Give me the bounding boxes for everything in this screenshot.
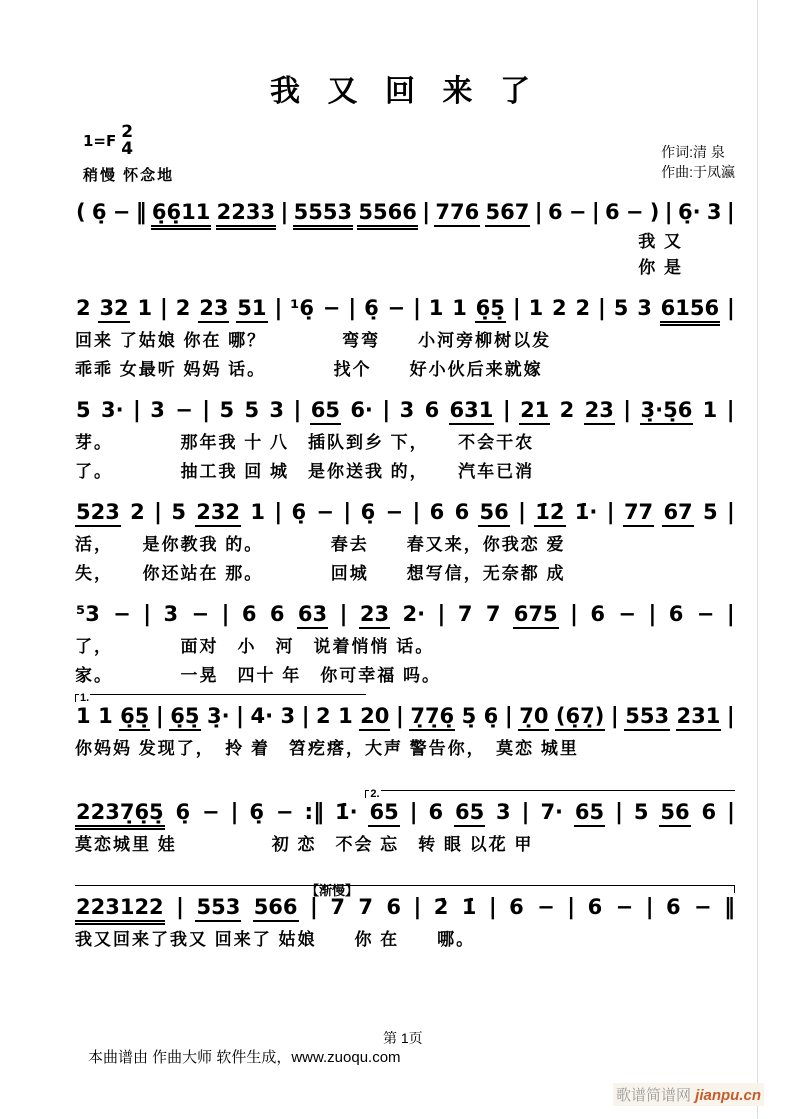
note-group: 5 [219,398,235,422]
lyric-line-1: 莫恋城里 娃 初 恋 不会 忘 转 眼 以花 甲 [75,834,534,854]
note-group: − [387,296,406,320]
note-group: 6 [428,799,444,824]
page-number: 第 1页 [383,1030,423,1046]
credits [661,124,735,183]
note-group: 3 [637,296,652,320]
systems [75,199,735,953]
barline: | [521,799,530,825]
lyric-line-1: 芽。 那年我 十 八 插队到乡 下， 不会干农 [75,433,535,452]
note-group: 3· [100,398,124,422]
lyric-line-2: 家。 一晃 四十 年 你可幸福 吗。 [75,665,441,685]
note-group: − [696,602,715,626]
note-group: 7· [540,799,564,824]
note-group: 6̣ [249,799,265,824]
note-group: 631 [449,397,495,425]
barline: | [512,296,521,321]
barline: | [726,602,735,627]
note-group: 6· [350,398,373,422]
note-group: 1 [137,296,153,320]
note-group: 1̇· [574,500,598,524]
note-group: 3 [496,799,511,824]
system-4 [75,499,735,586]
note-group: 2· [402,602,426,626]
note-group: 6̣ [364,296,379,320]
system-6 [75,692,735,762]
barline: | [154,500,163,525]
barline: | [567,895,576,920]
note-group: 6 [454,500,470,524]
note-group: 32 [98,295,129,323]
note-group: 6̣5̣ [169,703,200,731]
note-group: 1 [452,296,467,320]
meta-left [75,124,174,185]
barline: | [348,296,357,321]
watermark-site: 歌谱简谱网 [615,1087,696,1104]
barline: | [606,500,615,525]
key-signature: 1=F [83,132,117,150]
note-group: 2 [76,296,91,320]
note-group: 63 [297,601,328,629]
note-group: − [112,200,131,224]
barline: | [176,895,185,920]
note-group: 6156 [660,295,720,323]
note-group: 6̣6̣11 [151,199,211,227]
note-group: − [275,799,294,824]
note-group: − [385,500,404,524]
note-group: − [625,200,644,224]
barline: | [422,200,431,225]
note-group: 5 [702,500,718,524]
barline: | [664,200,673,225]
barline: | [502,398,511,423]
note-group: 51 [236,295,267,323]
note-group: 776 [434,199,480,227]
barline: | [309,895,318,920]
note-group: 7 [358,895,373,919]
note-group: 3̣· [206,704,230,728]
song-title: 我 又 回 来 了 [270,75,540,108]
note-group: ( [76,200,86,224]
tempo-marking: 稍慢 怀念地 [83,167,175,184]
notation-row [75,601,735,631]
note-group: 1 [338,704,353,728]
note-group: 6 [590,602,606,626]
system-8 [75,883,735,953]
note-group: 6 [509,895,524,919]
note-group: 1̇ [461,895,477,919]
watermark-domain-link[interactable]: jianpu.cn [695,1087,761,1104]
note-group: 6 [424,398,440,422]
note-group: 553 [624,703,670,731]
barline: | [280,200,289,225]
note-group: − [537,895,555,919]
barline: | [155,704,164,729]
note-group: 3 [706,200,722,224]
note-group: − [615,895,634,919]
notation-row [75,703,735,733]
note-group: 6 [701,799,717,824]
note-group: 6 [429,500,445,524]
barline: | [343,500,352,525]
note-group: 5 [633,799,649,824]
note-group: 5 [76,398,91,422]
barline: | [132,398,141,423]
barline: | [437,602,446,627]
volta-bracket-continuation [75,885,735,893]
lyric-line-2: 失， 你还站在 那。 回城 想写信，无奈都 成 [75,563,566,583]
note-group: 6̣ [175,799,191,824]
note-group: 2 [316,704,331,728]
note-group: 23 [584,397,615,425]
note-group: 65 [310,397,341,425]
lyric-line-1: 我 又 [638,232,683,251]
lyric-line-2: 你 是 [638,257,683,277]
note-group: 3̣·5̣6 [640,397,694,425]
note-group: 5 [244,398,260,422]
lyric-line-2: 乖乖 女最听 妈妈 话。 找个 好小伙后来就嫁 [75,359,543,379]
note-group: 7̣7̣6̣ [409,703,455,731]
note-group: 7 [330,895,345,919]
note-group: 1̇· [335,799,358,824]
score-content [75,66,735,990]
note-group: 6 [587,895,603,919]
note-group: 20 [359,703,390,731]
note-group: 6̣5̣ [475,295,506,323]
note-group: 3 [163,602,179,626]
barline: | [221,602,230,627]
note-group: 5553 [293,199,353,227]
note-group: − [322,296,341,320]
barline: ‖ [135,200,147,225]
score-meta [75,124,735,185]
note-group: 6 [386,895,401,919]
barline: | [591,200,600,225]
barline: | [230,799,239,825]
composer-credit: 作曲:于凤瀛 [661,164,735,181]
generator-credit: 本曲谱由 作曲大师 软件生成，www.zuoqu.com [88,1049,401,1066]
lyric-line-2: 了。 抽工我 回 城 是你送我 的， 汽车已消 [75,461,535,481]
watermark [613,1083,764,1106]
note-group: 6 [241,602,257,626]
note-group: 6 [605,200,620,224]
note-group: 6̣ [483,704,499,728]
barline: | [726,296,735,321]
note-group: 77 [623,499,654,527]
note-group: 6 [665,895,681,919]
note-group: 3 [280,704,296,728]
note-group: 6 [668,602,684,626]
note-group: 231 [676,703,722,731]
barline: | [623,398,632,423]
note-group: 2 [559,398,575,422]
notation-row [75,799,735,829]
barline: | [726,704,735,729]
note-group: 1 [702,398,718,422]
note-group: 566 [253,894,299,922]
note-group: 67 [662,499,693,527]
barline: | [610,704,619,729]
note-group: 2 [552,296,567,320]
note-group: 6̣5̣ [119,703,150,731]
volta-bracket-2 [365,787,735,800]
note-group: (6̣7̣) [555,703,605,731]
lyric-line-1: 回来 了姑娘 你在 哪？ 弯弯 小河旁柳树以发 [75,331,552,350]
note-group: 65 [368,799,399,827]
note-group: ¹6̣ [290,296,314,320]
note-group: − [693,895,712,919]
note-group: 5566 [357,199,417,227]
note-group: 2237̣6̣5̣ [75,799,165,827]
notation-row [75,295,735,325]
note-group: 232 [195,499,241,527]
note-group: 223122 [75,894,165,922]
barline: | [301,704,310,729]
note-group: 3 [399,398,415,422]
note-group: ) [649,200,660,224]
note-group: − [316,500,335,524]
note-group: 23 [359,601,390,629]
note-group: 6 [269,602,285,626]
lyric-line-1: 了， 面对 小 河 说着悄悄 话。 [75,637,435,656]
barline: | [597,296,606,321]
barline: | [382,398,391,423]
note-group: 523 [75,499,121,527]
barline: | [274,296,283,321]
barline: | [159,296,168,321]
note-group: 4· [250,704,274,728]
barline: | [570,602,579,627]
system-3 [75,397,735,484]
note-group: 56 [659,799,690,827]
barline: | [614,799,624,825]
note-group: 7 [457,602,473,626]
time-signature [121,124,133,158]
volta-label: 2. [370,787,380,800]
note-group: 675 [513,601,559,629]
barline: | [395,704,404,729]
note-group: 2 [575,296,591,320]
note-group: 56 [478,499,509,527]
note-group: 6̣ [291,500,307,524]
barline: | [412,500,421,525]
time-signature-denominator: 4 [121,139,134,159]
barline: | [412,296,421,321]
note-group: − [568,200,587,224]
note-group: 553 [195,894,241,922]
system-2 [75,295,735,382]
barline: | [235,704,245,729]
note-group: 7̣0 [518,703,549,731]
note-group: 5̣ [461,704,477,728]
barline: | [293,398,302,423]
barline: | [517,500,526,525]
lyric-line-1: 我又回来了我又 回来了 姑娘 你 在 哪。 [75,930,476,949]
tempo-change-marking: 【渐慢】 [306,883,359,898]
lyricist-credit: 作词:清 泉 [661,144,725,160]
barline: | [726,500,735,525]
barline: | [648,602,657,627]
notation-row [75,499,735,529]
note-group: 1̇2̇ [534,499,565,527]
note-group: 23 [198,295,229,323]
note-group: − [618,602,636,626]
note-group: 1 [428,296,444,320]
barline: | [488,895,497,920]
note-group: 1 [76,704,91,728]
note-group: 6̣ [360,500,376,524]
note-group: 5 [613,296,629,320]
lyric-line-1: 活， 是你教我 的。 春去 春又来，你我恋 爱 [75,535,566,554]
system-1 [75,199,735,280]
note-group: 21 [519,397,550,425]
note-group: 3 [269,398,285,422]
note-group: 6 [547,200,563,224]
barline: | [726,200,735,225]
note-group: 2233 [216,199,276,227]
note-group: 2 [175,296,191,320]
note-group: 3 [150,398,165,422]
notation-row [75,894,735,924]
page-edge-line [757,0,758,1119]
system-7 [75,787,735,858]
lyric-line-1: 你妈妈 发现了， 拎 着 笤疙瘩，大声 警告你， 莫恋 城里 [75,739,579,758]
system-5 [75,601,735,688]
note-group: 2 [130,500,145,524]
barline: | [143,602,152,627]
notation-row [75,397,735,427]
barline: | [339,602,348,627]
note-group: − [175,398,193,422]
note-group: 1 [250,500,265,524]
key-time-signature [83,124,174,158]
barline: | [202,398,211,423]
note-group: − [113,602,131,626]
note-group: 1 [98,704,113,728]
barline: :‖ [304,799,325,825]
barline: | [409,799,418,825]
barline: | [534,200,543,225]
barline: | [504,704,513,729]
barline: | [726,799,735,825]
volta-bracket-1 [75,694,366,702]
notation-row [75,199,735,229]
note-group: 7 [485,602,501,626]
note-group: 1 [528,296,544,320]
barline: | [274,500,283,525]
note-group: 5 [171,500,186,524]
note-group: 65 [454,799,485,827]
barline: | [645,895,654,920]
note-group: − [202,799,220,824]
note-group: 65 [574,799,605,827]
barline: | [413,895,422,920]
note-group: − [191,602,210,626]
note-group: 6̣ [91,200,107,224]
barline: ‖ [723,895,735,920]
time-signature-numerator: 2 [121,122,134,142]
note-group: ⁵3 [76,602,100,626]
note-group: 2̇ [433,895,449,919]
volta-label: 1. [80,692,90,704]
note-group: 567 [485,199,531,227]
barline: | [726,398,735,423]
note-group: 6̣· [677,200,701,224]
